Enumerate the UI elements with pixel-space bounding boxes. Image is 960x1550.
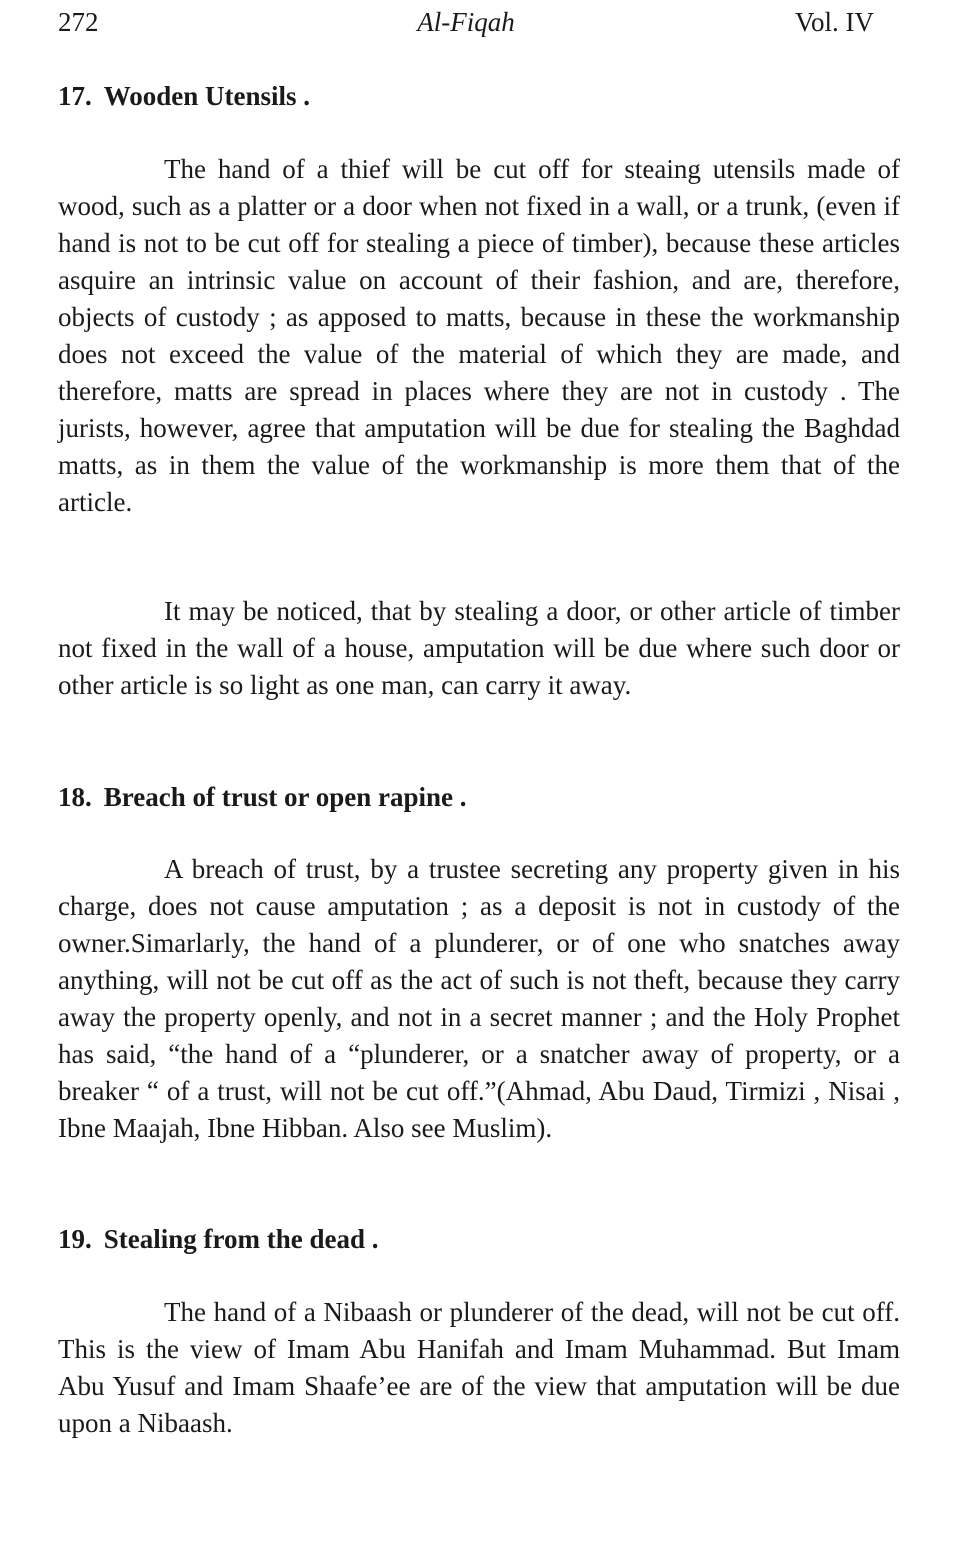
page-number: 272 — [58, 7, 99, 37]
paragraph-stealing-from-dead: The hand of a Nibaash or plunderer of the dead, will not be cut off. This is the view of Imam Abu Hanifah and Imam Muhammad. But Imam Abu Yusuf and Imam Shaafe’ee are of the view that amputation will be due upon a Nibaash. — [58, 1297, 900, 1438]
section-title: Stealing from the dead . — [103, 1224, 379, 1254]
running-header — [58, 4, 874, 44]
section-title: Breach of trust or open rapine . — [103, 782, 467, 812]
paragraph-wooden-utensils-2: It may be noticed, that by stealing a door, or other article of timber not fixed in the wall of a house, amputation will be due where such door or other article is so light as one man, can carry it away. — [58, 596, 900, 700]
paragraph-wooden-utensils-1: The hand of a thief will be cut off for steaing utensils made of wood, such as a platter or a door when not fixed in a wall, or a trunk, (even if hand is not to be cut off for stealing a piece of timber), because these articles asquire an intrinsic value on account of their fashion, and are, therefore, objects of custody ; as apposed to matts, because in these the workmanship does not exceed the value of the material of which they are made, and therefore, matts are spread in places where they are not in custody . The jurists, however, agree that amputation will be due for stealing the Baghdad matts, as in them the value of the workmanship is more them that of the article. — [58, 154, 900, 517]
section-heading-18 — [58, 779, 466, 815]
book-title: Al-Fiqah — [417, 7, 515, 37]
section-heading-19 — [58, 1221, 379, 1257]
section-number: 17. — [58, 81, 92, 111]
volume-label: Vol. IV — [794, 7, 874, 37]
book-page — [58, 0, 900, 1550]
section-number: 19. — [58, 1224, 92, 1254]
section-heading-17 — [58, 78, 310, 114]
section-number: 18. — [58, 782, 92, 812]
paragraph-breach-of-trust: A breach of trust, by a trustee secreting any property given in his charge, does not cause amputation ; as a deposit is not in custody of the owner.Simarlarly, the hand of a plunderer, or of one who snatches away anything, will not be cut off as the act of such is not theft, because they carry away the property openly, and not in a secret manner ; and the Holy Prophet has said, “the hand of a “plunderer, or a snatcher away of property, or a breaker “ of a trust, will not be cut off.”(Ahmad, Abu Daud, Tirmizi , Nisai , Ibne Maajah, Ibne Hibban. Also see Muslim). — [58, 854, 900, 1143]
section-title: Wooden Utensils . — [103, 81, 311, 111]
